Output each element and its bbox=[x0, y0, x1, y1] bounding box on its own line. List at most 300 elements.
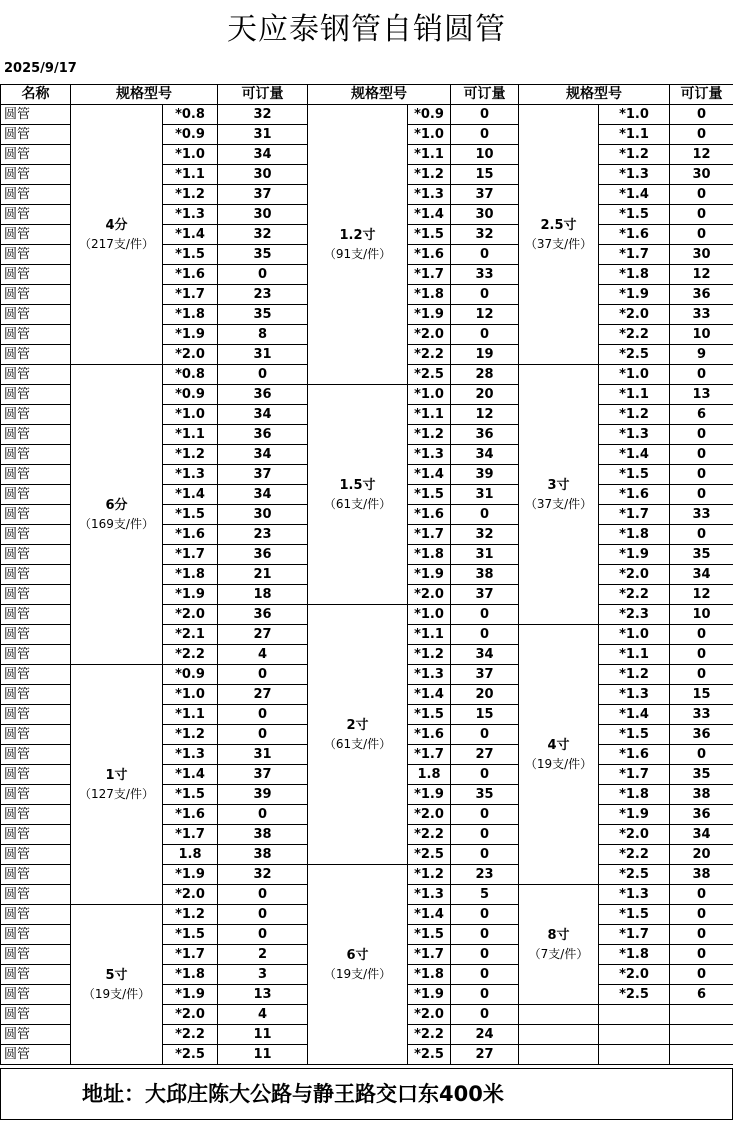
spec-group-per-bundle: （217支/件） bbox=[79, 236, 154, 251]
spec-cell: *1.9 bbox=[163, 585, 218, 605]
item-name-cell: 圆管 bbox=[1, 205, 71, 225]
item-name-cell: 圆管 bbox=[1, 805, 71, 825]
quantity-cell: 0 bbox=[670, 945, 733, 965]
quantity-cell: 34 bbox=[670, 825, 733, 845]
item-name-cell: 圆管 bbox=[1, 665, 71, 685]
spec-group-name: 1寸 bbox=[105, 767, 128, 783]
spec-cell: *1.0 bbox=[599, 625, 670, 645]
spec-cell: *1.7 bbox=[599, 925, 670, 945]
item-name-cell: 圆管 bbox=[1, 985, 71, 1005]
quantity-cell: 31 bbox=[218, 745, 308, 765]
spec-cell: *2.2 bbox=[163, 645, 218, 665]
item-name-cell: 圆管 bbox=[1, 465, 71, 485]
quantity-cell: 27 bbox=[451, 1045, 519, 1065]
spec-cell: *2.2 bbox=[599, 845, 670, 865]
quantity-cell: 36 bbox=[451, 425, 519, 445]
quantity-cell: 0 bbox=[451, 945, 519, 965]
quantity-cell: 20 bbox=[451, 385, 519, 405]
spec-cell: *2.0 bbox=[599, 565, 670, 585]
quantity-cell: 15 bbox=[451, 165, 519, 185]
item-name-cell: 圆管 bbox=[1, 1005, 71, 1025]
quantity-cell: 32 bbox=[218, 865, 308, 885]
quantity-cell: 20 bbox=[670, 845, 733, 865]
item-name-cell: 圆管 bbox=[1, 385, 71, 405]
spec-cell: *1.9 bbox=[599, 285, 670, 305]
item-name-cell: 圆管 bbox=[1, 505, 71, 525]
spec-cell: *1.4 bbox=[599, 705, 670, 725]
item-name-cell: 圆管 bbox=[1, 685, 71, 705]
item-name-cell: 圆管 bbox=[1, 885, 71, 905]
spec-cell: *1.5 bbox=[408, 925, 451, 945]
quantity-cell: 0 bbox=[451, 845, 519, 865]
spec-cell: *1.5 bbox=[599, 205, 670, 225]
quantity-cell: 34 bbox=[451, 445, 519, 465]
quantity-cell: 21 bbox=[218, 565, 308, 585]
spec-cell: *2.0 bbox=[408, 325, 451, 345]
quantity-cell: 37 bbox=[451, 585, 519, 605]
quantity-cell: 30 bbox=[670, 165, 733, 185]
quantity-cell: 34 bbox=[670, 565, 733, 585]
spec-cell-empty bbox=[599, 1005, 670, 1025]
spec-cell: *1.2 bbox=[163, 905, 218, 925]
spec-cell: *1.4 bbox=[599, 445, 670, 465]
group-cell-empty bbox=[519, 1005, 599, 1025]
quantity-cell: 4 bbox=[218, 645, 308, 665]
quantity-cell: 33 bbox=[670, 505, 733, 525]
quantity-cell: 0 bbox=[670, 885, 733, 905]
spec-cell: *1.7 bbox=[599, 245, 670, 265]
quantity-cell: 0 bbox=[670, 465, 733, 485]
spec-cell: *1.3 bbox=[599, 885, 670, 905]
spec-cell: *1.8 bbox=[408, 545, 451, 565]
spec-cell: *1.6 bbox=[599, 485, 670, 505]
quantity-cell: 0 bbox=[451, 285, 519, 305]
item-name-cell: 圆管 bbox=[1, 845, 71, 865]
spec-cell-empty bbox=[599, 1045, 670, 1065]
spec-group-cell bbox=[308, 105, 408, 385]
spec-cell: *1.3 bbox=[163, 205, 218, 225]
spec-cell: *1.2 bbox=[163, 725, 218, 745]
quantity-cell: 12 bbox=[451, 305, 519, 325]
quantity-cell: 27 bbox=[218, 625, 308, 645]
spec-cell: *1.6 bbox=[163, 525, 218, 545]
quantity-cell: 28 bbox=[451, 365, 519, 385]
item-name-cell: 圆管 bbox=[1, 1045, 71, 1065]
spec-group-name: 2.5寸 bbox=[540, 217, 577, 233]
spec-group-name: 5寸 bbox=[105, 967, 128, 983]
spec-cell: *1.0 bbox=[408, 385, 451, 405]
header-qty-3: 可订量 bbox=[670, 85, 733, 105]
quantity-cell: 32 bbox=[218, 225, 308, 245]
spec-cell: *1.2 bbox=[163, 445, 218, 465]
spec-group-name: 6分 bbox=[105, 497, 128, 513]
spec-cell: 1.8 bbox=[408, 765, 451, 785]
spec-cell: *1.2 bbox=[408, 425, 451, 445]
quantity-cell: 0 bbox=[218, 905, 308, 925]
qty-cell-empty bbox=[670, 1025, 733, 1045]
spec-cell: *2.2 bbox=[599, 325, 670, 345]
quantity-cell: 0 bbox=[670, 925, 733, 945]
item-name-cell: 圆管 bbox=[1, 585, 71, 605]
spec-cell: *1.2 bbox=[408, 865, 451, 885]
spec-group-cell bbox=[308, 865, 408, 1065]
spec-cell: *1.2 bbox=[408, 645, 451, 665]
spec-cell: *1.7 bbox=[408, 745, 451, 765]
spec-cell: *1.4 bbox=[408, 465, 451, 485]
spec-cell: *2.0 bbox=[408, 805, 451, 825]
quantity-cell: 32 bbox=[218, 105, 308, 125]
spec-cell: *2.0 bbox=[408, 1005, 451, 1025]
quantity-cell: 0 bbox=[451, 605, 519, 625]
item-name-cell: 圆管 bbox=[1, 185, 71, 205]
quantity-cell: 15 bbox=[451, 705, 519, 725]
spec-group-name: 3寸 bbox=[547, 477, 570, 493]
quantity-cell: 37 bbox=[451, 185, 519, 205]
spec-group-per-bundle: （19支/件） bbox=[82, 986, 151, 1001]
quantity-cell: 13 bbox=[218, 985, 308, 1005]
spec-group-per-bundle: （7支/件） bbox=[528, 946, 589, 961]
spec-group-name: 2寸 bbox=[346, 717, 369, 733]
spec-cell: *1.3 bbox=[408, 665, 451, 685]
quantity-cell: 30 bbox=[218, 205, 308, 225]
spec-cell: *1.9 bbox=[408, 305, 451, 325]
quantity-cell: 33 bbox=[670, 705, 733, 725]
spec-cell: *1.3 bbox=[599, 165, 670, 185]
item-name-cell: 圆管 bbox=[1, 605, 71, 625]
quantity-cell: 27 bbox=[451, 745, 519, 765]
spec-cell: *0.9 bbox=[408, 105, 451, 125]
spec-group-cell bbox=[519, 105, 599, 365]
quantity-cell: 0 bbox=[451, 125, 519, 145]
quantity-cell: 35 bbox=[670, 545, 733, 565]
quantity-cell: 13 bbox=[670, 385, 733, 405]
quantity-cell: 12 bbox=[451, 405, 519, 425]
spec-cell: *1.2 bbox=[408, 165, 451, 185]
quantity-cell: 15 bbox=[670, 685, 733, 705]
spec-cell: *1.5 bbox=[408, 705, 451, 725]
spec-group-cell bbox=[71, 905, 163, 1065]
quantity-cell: 23 bbox=[218, 525, 308, 545]
item-name-cell: 圆管 bbox=[1, 405, 71, 425]
spec-group-per-bundle: （19支/件） bbox=[323, 966, 392, 981]
quantity-cell: 38 bbox=[218, 845, 308, 865]
spec-cell: *0.9 bbox=[163, 665, 218, 685]
spec-cell: *1.6 bbox=[408, 505, 451, 525]
item-name-cell: 圆管 bbox=[1, 945, 71, 965]
spec-cell: *1.4 bbox=[163, 485, 218, 505]
quantity-cell: 6 bbox=[670, 405, 733, 425]
spec-cell: *2.5 bbox=[408, 365, 451, 385]
spec-cell: *1.1 bbox=[599, 125, 670, 145]
quantity-cell: 0 bbox=[670, 485, 733, 505]
spec-group-per-bundle: （61支/件） bbox=[323, 496, 392, 511]
spec-cell: *1.3 bbox=[408, 185, 451, 205]
spec-cell: *2.0 bbox=[599, 965, 670, 985]
spec-cell: *1.8 bbox=[408, 285, 451, 305]
item-name-cell: 圆管 bbox=[1, 425, 71, 445]
quantity-cell: 34 bbox=[218, 405, 308, 425]
quantity-cell: 0 bbox=[451, 805, 519, 825]
item-name-cell: 圆管 bbox=[1, 925, 71, 945]
spec-cell: *1.7 bbox=[599, 505, 670, 525]
spec-cell: *2.5 bbox=[163, 1045, 218, 1065]
quantity-cell: 36 bbox=[218, 425, 308, 445]
spec-cell: *0.8 bbox=[163, 365, 218, 385]
spec-cell: *1.1 bbox=[599, 645, 670, 665]
quantity-cell: 34 bbox=[218, 145, 308, 165]
quantity-cell: 34 bbox=[451, 645, 519, 665]
spec-cell: *1.5 bbox=[163, 925, 218, 945]
quantity-cell: 31 bbox=[218, 345, 308, 365]
quantity-cell: 19 bbox=[451, 345, 519, 365]
quantity-cell: 10 bbox=[670, 605, 733, 625]
quantity-cell: 0 bbox=[670, 185, 733, 205]
quantity-cell: 38 bbox=[218, 825, 308, 845]
spec-cell: *1.0 bbox=[163, 685, 218, 705]
quantity-cell: 31 bbox=[451, 485, 519, 505]
quantity-cell: 0 bbox=[451, 105, 519, 125]
quantity-cell: 0 bbox=[451, 245, 519, 265]
spec-cell: *2.5 bbox=[408, 845, 451, 865]
spec-cell: *2.5 bbox=[599, 865, 670, 885]
quantity-cell: 35 bbox=[218, 245, 308, 265]
quantity-cell: 9 bbox=[670, 345, 733, 365]
spec-cell: 1.8 bbox=[163, 845, 218, 865]
quantity-cell: 34 bbox=[218, 445, 308, 465]
spec-cell: *2.2 bbox=[408, 825, 451, 845]
quantity-cell: 37 bbox=[218, 765, 308, 785]
item-name-cell: 圆管 bbox=[1, 445, 71, 465]
spec-cell: *1.4 bbox=[599, 185, 670, 205]
quantity-cell: 0 bbox=[451, 985, 519, 1005]
spec-cell: *1.8 bbox=[599, 785, 670, 805]
spec-cell: *2.0 bbox=[163, 345, 218, 365]
quantity-cell: 37 bbox=[218, 185, 308, 205]
item-name-cell: 圆管 bbox=[1, 785, 71, 805]
spec-cell: *0.8 bbox=[163, 105, 218, 125]
spec-cell: *1.8 bbox=[599, 945, 670, 965]
quantity-cell: 3 bbox=[218, 965, 308, 985]
quantity-cell: 20 bbox=[451, 685, 519, 705]
header-spec-1: 规格型号 bbox=[71, 85, 218, 105]
spec-cell: *2.3 bbox=[599, 605, 670, 625]
table-row bbox=[1, 105, 733, 125]
spec-cell: *1.5 bbox=[599, 905, 670, 925]
quantity-cell: 0 bbox=[670, 105, 733, 125]
quantity-cell: 12 bbox=[670, 265, 733, 285]
qty-cell-empty bbox=[670, 1005, 733, 1025]
item-name-cell: 圆管 bbox=[1, 745, 71, 765]
quantity-cell: 27 bbox=[218, 685, 308, 705]
spec-cell: *1.4 bbox=[408, 685, 451, 705]
quantity-cell: 36 bbox=[218, 605, 308, 625]
spec-cell: *2.0 bbox=[163, 605, 218, 625]
spec-cell: *2.0 bbox=[408, 585, 451, 605]
spec-cell: *1.2 bbox=[599, 405, 670, 425]
quantity-cell: 8 bbox=[218, 325, 308, 345]
quantity-cell: 0 bbox=[451, 765, 519, 785]
spec-cell: *2.5 bbox=[408, 1045, 451, 1065]
quantity-cell: 5 bbox=[451, 885, 519, 905]
spec-cell: *1.7 bbox=[408, 525, 451, 545]
quantity-cell: 24 bbox=[451, 1025, 519, 1045]
quantity-cell: 35 bbox=[218, 305, 308, 325]
item-name-cell: 圆管 bbox=[1, 645, 71, 665]
quantity-cell: 37 bbox=[218, 465, 308, 485]
item-name-cell: 圆管 bbox=[1, 365, 71, 385]
quantity-cell: 35 bbox=[451, 785, 519, 805]
quantity-cell: 0 bbox=[451, 625, 519, 645]
quantity-cell: 0 bbox=[218, 725, 308, 745]
quantity-cell: 0 bbox=[670, 365, 733, 385]
quantity-cell: 18 bbox=[218, 585, 308, 605]
quantity-cell: 31 bbox=[451, 545, 519, 565]
spec-group-per-bundle: （19支/件） bbox=[524, 756, 593, 771]
spec-cell: *1.1 bbox=[163, 705, 218, 725]
page-title: 天应泰钢管自销圆管 bbox=[227, 12, 506, 47]
item-name-cell: 圆管 bbox=[1, 705, 71, 725]
quantity-cell: 0 bbox=[670, 965, 733, 985]
spec-cell: *1.5 bbox=[599, 725, 670, 745]
spec-cell: *1.3 bbox=[163, 465, 218, 485]
quantity-cell: 39 bbox=[451, 465, 519, 485]
spec-cell: *1.6 bbox=[599, 745, 670, 765]
spec-cell: *1.8 bbox=[599, 525, 670, 545]
quantity-cell: 0 bbox=[218, 925, 308, 945]
quantity-cell: 39 bbox=[218, 785, 308, 805]
quantity-cell: 0 bbox=[451, 965, 519, 985]
spec-cell: *1.8 bbox=[163, 565, 218, 585]
header-spec-3: 规格型号 bbox=[519, 85, 670, 105]
item-name-cell: 圆管 bbox=[1, 325, 71, 345]
spec-cell: *1.9 bbox=[163, 985, 218, 1005]
spec-group-cell bbox=[519, 365, 599, 625]
quantity-cell: 36 bbox=[670, 805, 733, 825]
spec-cell: *1.7 bbox=[408, 945, 451, 965]
spec-cell: *1.7 bbox=[163, 825, 218, 845]
quantity-cell: 0 bbox=[670, 125, 733, 145]
quantity-cell: 0 bbox=[218, 265, 308, 285]
spec-cell: *1.1 bbox=[408, 145, 451, 165]
item-name-cell: 圆管 bbox=[1, 305, 71, 325]
spec-group-per-bundle: （37支/件） bbox=[524, 496, 593, 511]
quantity-cell: 0 bbox=[451, 505, 519, 525]
spec-group-name: 4寸 bbox=[547, 737, 570, 753]
spec-cell: *1.6 bbox=[408, 245, 451, 265]
quantity-cell: 0 bbox=[451, 325, 519, 345]
spec-cell: *1.7 bbox=[163, 945, 218, 965]
spec-cell: *1.0 bbox=[163, 405, 218, 425]
spec-cell: *2.2 bbox=[599, 585, 670, 605]
spec-group-cell bbox=[71, 365, 163, 665]
spec-cell: *2.5 bbox=[599, 345, 670, 365]
spec-cell: *1.5 bbox=[408, 225, 451, 245]
spec-cell: *1.9 bbox=[599, 545, 670, 565]
quantity-cell: 36 bbox=[670, 725, 733, 745]
spec-cell: *1.7 bbox=[408, 265, 451, 285]
spec-cell: *1.6 bbox=[408, 725, 451, 745]
item-name-cell: 圆管 bbox=[1, 765, 71, 785]
spec-cell: *1.7 bbox=[599, 765, 670, 785]
item-name-cell: 圆管 bbox=[1, 105, 71, 125]
quantity-cell: 12 bbox=[670, 145, 733, 165]
quantity-cell: 2 bbox=[218, 945, 308, 965]
spec-cell: *2.2 bbox=[408, 345, 451, 365]
spec-group-cell bbox=[71, 105, 163, 365]
spec-cell: *1.8 bbox=[408, 965, 451, 985]
quantity-cell: 36 bbox=[670, 285, 733, 305]
group-cell-empty bbox=[519, 1045, 599, 1065]
spec-cell: *1.1 bbox=[163, 425, 218, 445]
spec-cell: *1.5 bbox=[163, 245, 218, 265]
quantity-cell: 34 bbox=[218, 485, 308, 505]
spec-cell-empty bbox=[599, 1025, 670, 1045]
header-spec-2: 规格型号 bbox=[308, 85, 451, 105]
quantity-cell: 0 bbox=[670, 445, 733, 465]
spec-cell: *1.1 bbox=[163, 165, 218, 185]
quantity-cell: 4 bbox=[218, 1005, 308, 1025]
header-name: 名称 bbox=[1, 85, 71, 105]
quantity-cell: 0 bbox=[218, 805, 308, 825]
quantity-cell: 36 bbox=[218, 545, 308, 565]
quantity-cell: 11 bbox=[218, 1025, 308, 1045]
spec-group-per-bundle: （37支/件） bbox=[524, 236, 593, 251]
spec-cell: *2.0 bbox=[599, 825, 670, 845]
spec-cell: *1.5 bbox=[599, 465, 670, 485]
spec-cell: *1.6 bbox=[163, 805, 218, 825]
item-name-cell: 圆管 bbox=[1, 265, 71, 285]
quantity-cell: 0 bbox=[670, 645, 733, 665]
item-name-cell: 圆管 bbox=[1, 225, 71, 245]
item-name-cell: 圆管 bbox=[1, 825, 71, 845]
spec-group-per-bundle: （169支/件） bbox=[79, 516, 154, 531]
spec-group-name: 1.5寸 bbox=[339, 477, 376, 493]
item-name-cell: 圆管 bbox=[1, 245, 71, 265]
spec-cell: *1.2 bbox=[599, 665, 670, 685]
spec-cell: *1.6 bbox=[163, 265, 218, 285]
item-name-cell: 圆管 bbox=[1, 165, 71, 185]
spec-group-name: 1.2寸 bbox=[339, 227, 376, 243]
quantity-cell: 0 bbox=[670, 905, 733, 925]
spec-cell: *1.8 bbox=[163, 305, 218, 325]
spec-cell: *1.8 bbox=[599, 265, 670, 285]
spec-group-name: 4分 bbox=[105, 217, 128, 233]
quantity-cell: 0 bbox=[451, 1005, 519, 1025]
item-name-cell: 圆管 bbox=[1, 545, 71, 565]
spec-cell: *1.3 bbox=[408, 885, 451, 905]
spec-cell: *1.1 bbox=[408, 405, 451, 425]
spec-cell: *1.1 bbox=[599, 385, 670, 405]
spec-cell: *1.4 bbox=[408, 905, 451, 925]
quantity-cell: 37 bbox=[451, 665, 519, 685]
quantity-cell: 0 bbox=[670, 225, 733, 245]
spec-cell: *1.9 bbox=[408, 785, 451, 805]
spec-cell: *1.4 bbox=[163, 765, 218, 785]
item-name-cell: 圆管 bbox=[1, 125, 71, 145]
quantity-cell: 12 bbox=[670, 585, 733, 605]
quantity-cell: 0 bbox=[670, 745, 733, 765]
qty-cell-empty bbox=[670, 1045, 733, 1065]
spec-cell: *1.3 bbox=[163, 745, 218, 765]
spec-cell: *1.9 bbox=[599, 805, 670, 825]
quantity-cell: 23 bbox=[218, 285, 308, 305]
quantity-cell: 33 bbox=[451, 265, 519, 285]
spec-group-per-bundle: （127支/件） bbox=[79, 786, 154, 801]
quantity-cell: 30 bbox=[218, 505, 308, 525]
item-name-cell: 圆管 bbox=[1, 725, 71, 745]
quantity-cell: 30 bbox=[218, 165, 308, 185]
spec-group-cell bbox=[519, 885, 599, 1005]
